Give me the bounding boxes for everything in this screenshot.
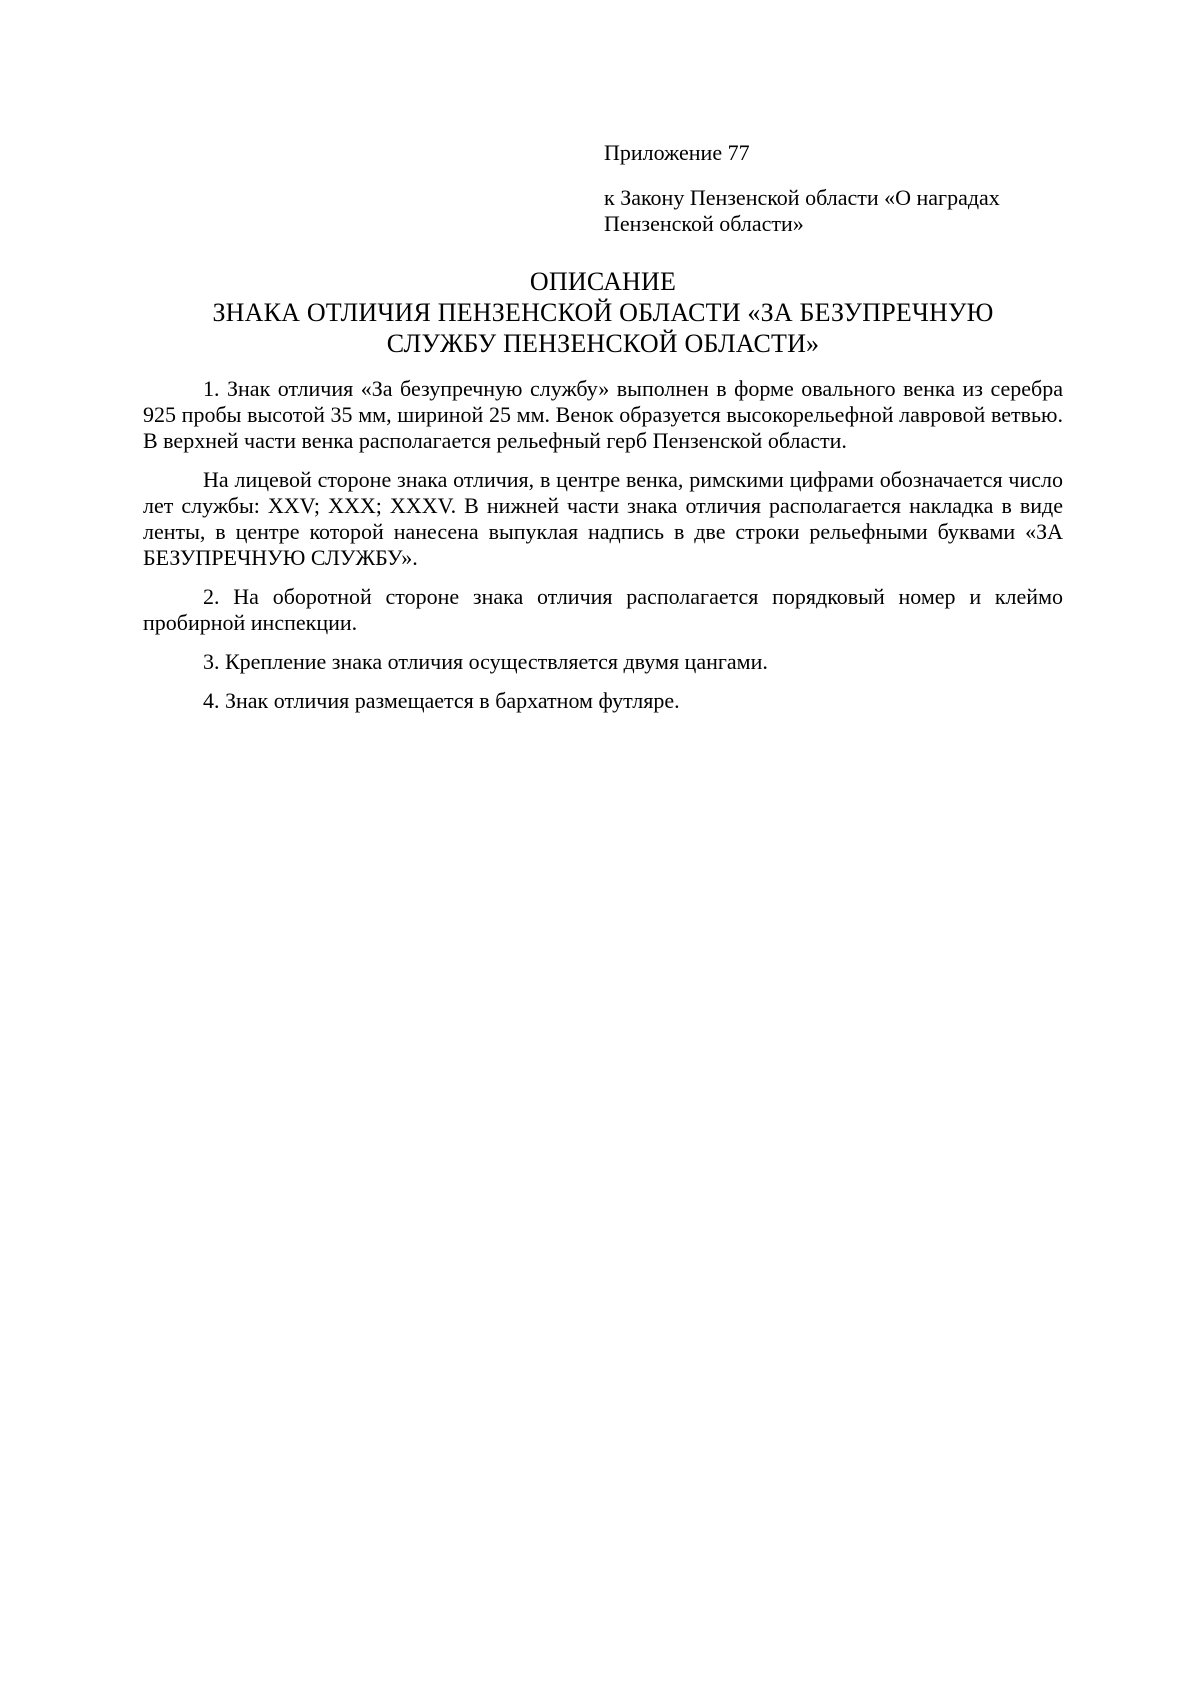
title-line-1: ОПИСАНИЕ [529, 267, 677, 296]
paragraph-5: 4. Знак отличия размещается в бархатном футляре. [203, 688, 680, 713]
title-line-3: СЛУЖБУ ПЕНЗЕНСКОЙ ОБЛАСТИ» [386, 329, 820, 358]
law-reference-line-2: Пензенской области» [604, 211, 804, 236]
annex-header [604, 140, 1064, 237]
law-reference [604, 185, 1064, 237]
title-line-2: ЗНАКА ОТЛИЧИЯ ПЕНЗЕНСКОЙ ОБЛАСТИ «ЗА БЕЗУПРЕЧНУЮ [212, 298, 994, 327]
paragraph-4: 3. Крепление знака отличия осуществляется двумя цангами. [203, 649, 768, 674]
document-body [143, 376, 1063, 727]
law-reference-line-1: к Закону Пензенской области «О наградах [604, 185, 1000, 210]
annex-number: Приложение 77 [604, 140, 750, 165]
paragraph-1: 1. Знак отличия «За безупречную службу» выполнен в форме овального венка из серебра 925 пробы высотой 35 мм, шириной 25 мм. Венок образуется высокорельефной лавровой ветвью. В верхней части венка располагается рельефный герб Пензенской области. [143, 376, 1063, 453]
paragraph-3: 2. На оборотной стороне знака отличия располагается порядковый номер и клеймо пробирной инспекции. [143, 584, 1063, 635]
paragraph-2: На лицевой стороне знака отличия, в центре венка, римскими цифрами обозначается число лет службы: XXV; XXX; XXXV. В нижней части знака отличия располагается накладка в виде ленты, в центре которой нанесена выпуклая надпись в две строки рельефными буквами «ЗА БЕЗУПРЕЧНУЮ СЛУЖБУ». [143, 467, 1063, 570]
document-title [143, 266, 1063, 359]
